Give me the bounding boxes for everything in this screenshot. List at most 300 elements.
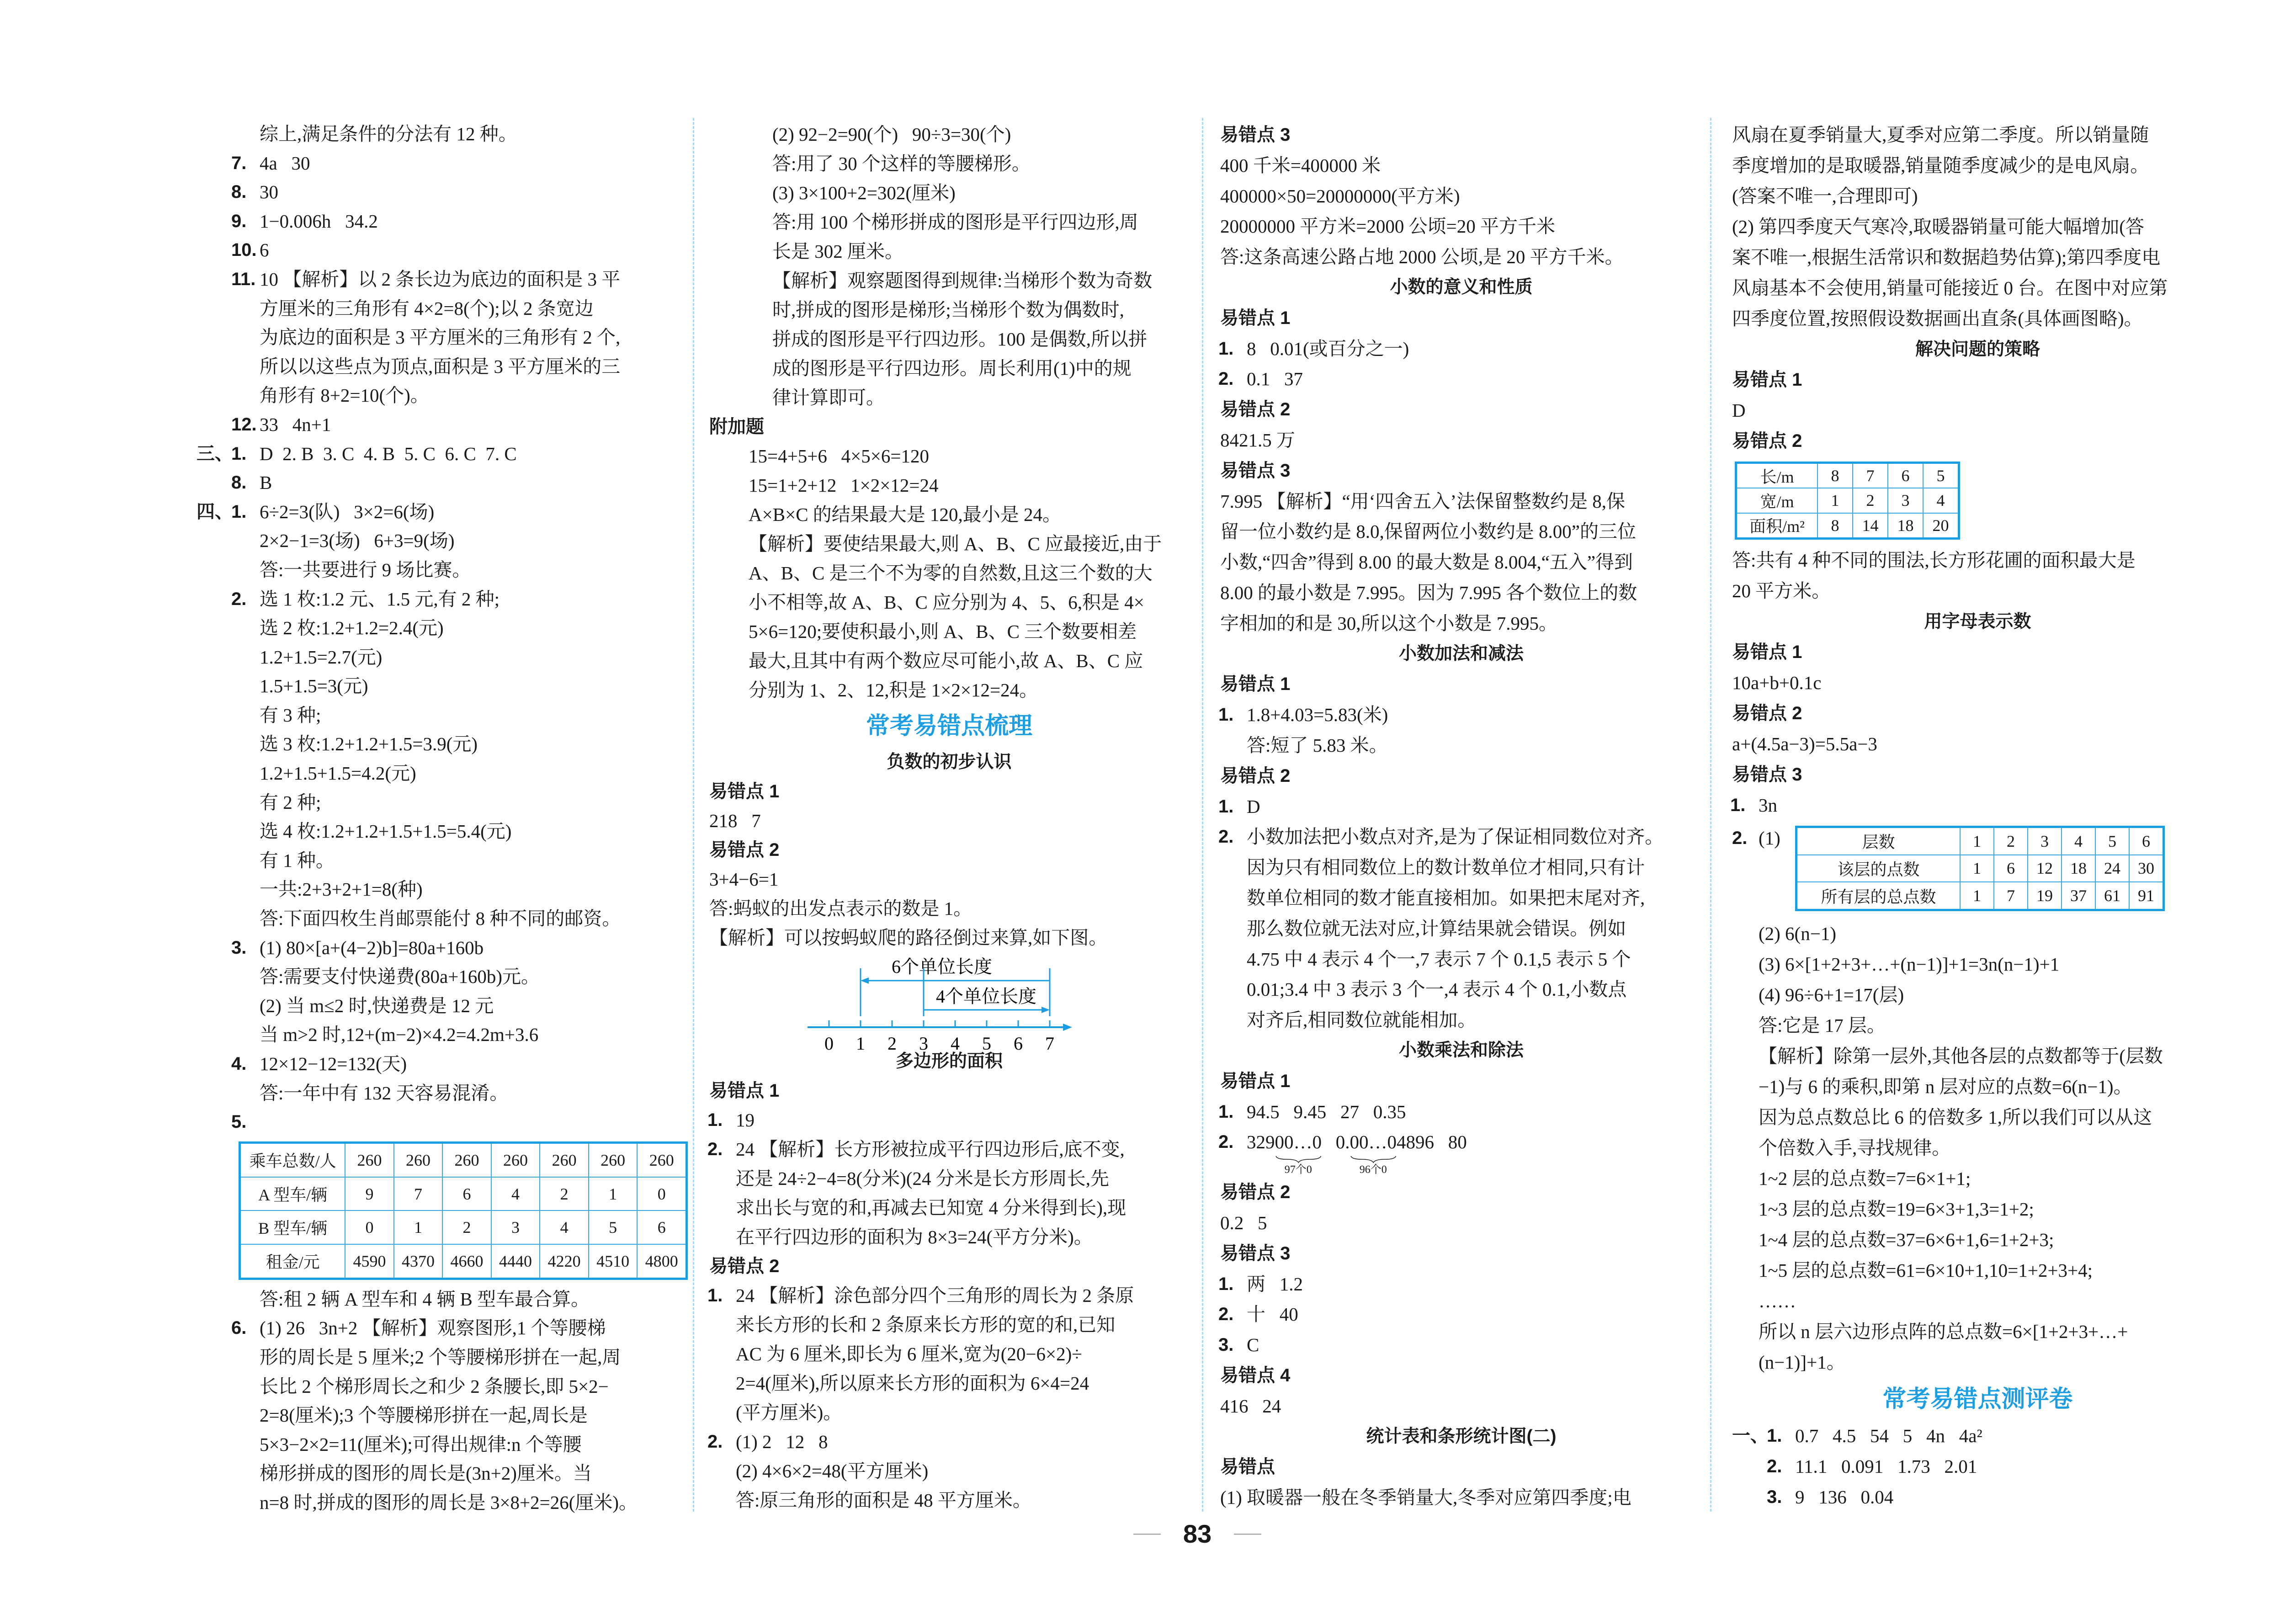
question-number: 2. xyxy=(707,1139,723,1159)
answer-segment: 4896 80 xyxy=(1397,1131,1467,1153)
question-number: 1. xyxy=(707,1110,723,1130)
answer-text: 答:共有 4 种不同的围法,长方形花圃的面积最大是 xyxy=(1732,550,2136,571)
answer-line xyxy=(709,441,1189,471)
answer-text: 答:用 100 个梯形拼成的图形是平行四边形,周 xyxy=(772,212,1138,233)
answer-line xyxy=(1220,150,1702,181)
braced-text: 00…0 xyxy=(1350,1131,1397,1153)
answer-line xyxy=(197,410,688,440)
answer-line xyxy=(1732,576,2223,606)
table-cell: 7 xyxy=(1853,463,1888,488)
answer-line xyxy=(1220,608,1702,639)
table-row xyxy=(1736,513,1959,539)
underbraced-digits xyxy=(1275,1127,1322,1176)
answer-line xyxy=(709,1339,1189,1369)
answer-line xyxy=(1732,1286,2223,1316)
table-cell: 260 xyxy=(345,1142,394,1177)
row-header-cell: 乘车总数/人 xyxy=(240,1142,345,1177)
answer-text: (平方厘米)。 xyxy=(736,1402,842,1423)
answer-line xyxy=(1220,1208,1702,1238)
answer-line xyxy=(197,556,688,585)
table-cell: 2 xyxy=(540,1177,589,1210)
answer-line xyxy=(197,672,688,701)
answer-line xyxy=(197,759,688,788)
answer-text: 4.75 中 4 表示 4 个一,7 表示 7 个 0.1,5 表示 5 个 xyxy=(1247,948,1631,970)
answer-text: 24 【解析】涂色部分四个三角形的周长为 2 条原 xyxy=(736,1285,1134,1306)
answer-line xyxy=(709,383,1189,412)
question-number: 10. xyxy=(231,240,257,260)
answer-text: 3+4−6=1 xyxy=(709,869,779,890)
answer-line xyxy=(197,1430,688,1459)
answer-text: 对齐后,相同数位就能相加。 xyxy=(1247,1009,1477,1031)
answer-line xyxy=(197,149,688,178)
answer-line xyxy=(1732,980,2223,1010)
answer-text: 4a 30 xyxy=(260,152,310,174)
answer-text: 1~5 层的总点数=61=6×10+1,10=1+2+3+4; xyxy=(1759,1260,2093,1281)
question-number: 3. xyxy=(1767,1487,1782,1507)
answer-line xyxy=(709,1310,1189,1339)
answer-text: 3n xyxy=(1759,795,1777,816)
answer-line xyxy=(709,1193,1189,1222)
answer-line xyxy=(197,1459,688,1488)
answer-text: 有 2 种; xyxy=(260,791,321,813)
answer-line xyxy=(1732,1041,2223,1072)
table-cell: 24 xyxy=(2095,855,2129,882)
table-cell: 2 xyxy=(1853,488,1888,513)
answer-line xyxy=(1220,1127,1702,1177)
table-cell: 4590 xyxy=(345,1244,394,1279)
answer-line xyxy=(1732,1255,2223,1286)
answer-line xyxy=(197,323,688,352)
section-subtitle: 小数乘法和除法 xyxy=(1398,1040,1524,1060)
question-number: 7. xyxy=(231,153,247,173)
answer-line xyxy=(197,1108,688,1137)
answer-line xyxy=(1732,918,2223,949)
answer-text: 416 24 xyxy=(1220,1395,1281,1417)
arrow-label: 6个单位长度 xyxy=(892,956,992,977)
axis-arrow-icon xyxy=(1063,1024,1072,1031)
page-footer xyxy=(1133,1518,1261,1550)
answer-text: 5×3−2×2=11(厘米);可得出规律:n 个等腰 xyxy=(260,1433,582,1455)
section-subtitle: 多边形的面积 xyxy=(895,1051,1003,1071)
table-cell: 4 xyxy=(1923,488,1959,513)
section-subtitle: 统计表和条形统计图(二) xyxy=(1366,1426,1557,1446)
table-cell: 30 xyxy=(2129,855,2164,882)
answer-text: 0.2 5 xyxy=(1220,1212,1267,1234)
answer-line xyxy=(709,1369,1189,1398)
answer-line xyxy=(197,1079,688,1108)
answer-line xyxy=(1732,1194,2223,1225)
car-rental-table xyxy=(239,1141,688,1280)
answer-text: 分别为 1、2、12,积是 1×2×12=24。 xyxy=(749,679,1038,701)
answer-text: 十 40 xyxy=(1247,1304,1298,1325)
answer-text: 还是 24÷2−4=8(分米)(24 分米是长方形周长,先 xyxy=(736,1168,1109,1189)
tick-label: 7 xyxy=(1045,1033,1054,1054)
answer-text: 选 1 枚:1.2 元、1.5 元,有 2 种; xyxy=(260,588,500,610)
answer-text: −1)与 6 的乘积,即第 n 层对应的点数=6(n−1)。 xyxy=(1759,1076,2132,1097)
table-cell: 4660 xyxy=(442,1244,491,1279)
answer-text: (1) 80×[a+(4−2)b]=80a+160b xyxy=(260,937,484,958)
answer-line xyxy=(1220,1269,1702,1300)
answer-text: 答:用了 30 个这样的等腰梯形。 xyxy=(772,153,1031,174)
answer-segment: 0. xyxy=(1322,1131,1350,1153)
answer-text: 20000000 平方米=2000 公顷=20 平方千米 xyxy=(1220,216,1555,237)
underbraced-digits xyxy=(1350,1127,1397,1176)
table-cell: 4800 xyxy=(637,1244,686,1279)
answer-line xyxy=(197,265,688,294)
footer-dash-right xyxy=(1234,1534,1261,1535)
answer-line xyxy=(1220,364,1702,394)
answer-text: (1) 取暖器一般在冬季销量大,冬季对应第四季度;电 xyxy=(1220,1487,1631,1508)
answer-text: 15=4+5+6 4×5×6=120 xyxy=(749,446,929,467)
answer-text: (1) 2 12 8 xyxy=(736,1431,828,1452)
answer-text: 所以 n 层六边形点阵的总点数=6×[1+2+3+…+ xyxy=(1759,1321,2128,1342)
answer-text: 字相加的和是 30,所以这个小数是 7.995。 xyxy=(1220,612,1557,634)
answer-line xyxy=(709,354,1189,383)
section-subtitle: 小数的意义和性质 xyxy=(1390,277,1533,297)
table-cell: 6 xyxy=(1994,855,2028,882)
answer-text: 9 136 0.04 xyxy=(1795,1486,1894,1507)
row-header-cell: 层数 xyxy=(1796,827,1961,855)
answer-column-2 xyxy=(709,120,1189,1515)
table-row xyxy=(240,1244,687,1279)
answer-line xyxy=(709,646,1189,675)
table-cell: 20 xyxy=(1923,513,1959,539)
column-divider xyxy=(693,118,694,1512)
answer-line xyxy=(1220,1391,1702,1422)
answer-line xyxy=(709,266,1189,295)
answer-line xyxy=(197,440,688,469)
section-subtitle: 用字母表示数 xyxy=(1924,612,2031,632)
answer-text: 成的图形是平行四边形。周长利用(1)中的规 xyxy=(772,358,1132,379)
answer-text: 0.1 37 xyxy=(1247,368,1303,390)
answer-line xyxy=(709,500,1189,529)
answer-text: 答:这条高速公路占地 2000 公顷,是 20 平方千米。 xyxy=(1220,246,1624,268)
answer-segment: 329 xyxy=(1247,1131,1275,1153)
tick-label: 0 xyxy=(824,1033,834,1054)
question-number: 1. xyxy=(1767,1426,1782,1446)
answer-text: 所以以这些点为顶点,面积是 3 平方厘米的三 xyxy=(260,356,621,377)
answer-line xyxy=(197,294,688,324)
answer-line xyxy=(197,1372,688,1401)
answer-line xyxy=(197,1343,688,1372)
question-number: 2. xyxy=(1767,1456,1782,1476)
answer-line xyxy=(1220,1299,1702,1330)
answer-text: (2) 6(n−1) xyxy=(1759,923,1836,944)
answer-line xyxy=(1732,729,2223,759)
answer-text: 2=4(厘米),所以原来长方形的面积为 6×4=24 xyxy=(736,1373,1089,1394)
arrowhead-icon xyxy=(1042,1007,1050,1013)
answer-text: 那么数位就无法对应,计算结果就会错误。例如 xyxy=(1247,918,1626,939)
table-cell: 260 xyxy=(442,1142,491,1177)
row-header-cell: 面积/m² xyxy=(1736,513,1818,539)
answer-line xyxy=(197,526,688,556)
answer-line xyxy=(197,585,688,614)
answer-line xyxy=(1220,944,1702,975)
question-number: 1. xyxy=(1218,705,1234,725)
garden-area-table xyxy=(1735,462,1960,540)
question-number: 2. xyxy=(707,1432,723,1452)
answer-text: 1−0.006h 34.2 xyxy=(260,210,378,232)
answer-line xyxy=(197,614,688,643)
answer-column-3 xyxy=(1220,120,1702,1513)
question-number: 3. xyxy=(1218,1335,1234,1355)
answer-line xyxy=(197,1488,688,1518)
answer-line xyxy=(197,730,688,759)
answer-line xyxy=(197,875,688,904)
answer-text: 拼成的图形是平行四边形。100 是偶数,所以拼 xyxy=(772,329,1147,350)
question-number: 2. xyxy=(1218,1304,1234,1325)
answer-text: D xyxy=(1247,796,1260,817)
section-title: 常考易错点测评卷 xyxy=(1882,1386,2073,1412)
answer-line xyxy=(197,352,688,382)
answer-text: 因为只有相同数位上的数计数单位才相同,只有计 xyxy=(1247,857,1645,878)
answer-line xyxy=(1220,1097,1702,1127)
number-line-svg xyxy=(804,935,1088,1054)
answer-text: 选 4 枚:1.2+1.2+1.5+1.5=5.4(元) xyxy=(260,821,512,842)
error-point-heading: 易错点 2 xyxy=(1732,703,1802,723)
question-number: 4. xyxy=(231,1054,247,1074)
answer-line xyxy=(1732,949,2223,980)
error-point-heading: 易错点 2 xyxy=(1220,1182,1291,1203)
answer-line xyxy=(1220,334,1702,364)
answer-text: 四季度位置,按照假设数据画出直条(具体画图略)。 xyxy=(1732,308,2143,329)
answer-line xyxy=(709,588,1189,617)
answer-text: 【解析】观察题图得到规律:当梯形个数为奇数 xyxy=(772,270,1153,291)
answer-text: (答案不唯一,合理即可) xyxy=(1732,186,1918,207)
answer-text: 33 4n+1 xyxy=(260,414,331,435)
underbrace-path xyxy=(1276,1156,1321,1162)
answer-text: 在平行四边形的面积为 8×3=24(平方分米)。 xyxy=(736,1226,1093,1247)
error-point-heading: 易错点 3 xyxy=(1220,460,1291,481)
answer-line xyxy=(1220,425,1702,456)
answer-line xyxy=(1732,1482,2223,1513)
table-row xyxy=(240,1210,687,1244)
table-cell: 260 xyxy=(637,1142,686,1177)
answer-text: 有 1 种。 xyxy=(260,849,335,871)
error-point-heading: 易错点 1 xyxy=(709,1081,780,1101)
answer-text: n=8 时,拼成的图形的周长是 3×8+2=26(厘米)。 xyxy=(260,1491,638,1513)
table-cell: 7 xyxy=(394,1177,443,1210)
answer-column-1 xyxy=(197,120,688,1518)
answer-line xyxy=(709,894,1189,923)
answer-text: 1.5+1.5=3(元) xyxy=(260,675,368,697)
answer-text: 8.00 的最小数是 7.995。因为 7.995 各个数位上的数 xyxy=(1220,582,1637,603)
question-number: 1. xyxy=(1218,796,1234,817)
answer-text: 梯形拼成的图形的周长是(3n+2)厘米。当 xyxy=(260,1463,592,1484)
underbrace-icon xyxy=(1350,1155,1397,1163)
error-point-heading: 易错点 1 xyxy=(1220,308,1291,328)
answer-line xyxy=(709,558,1189,588)
table-cell: 1 xyxy=(1960,855,1994,882)
answer-text: 季度增加的是取暖器,销量随季度减少的是电风扇。 xyxy=(1732,155,2149,176)
answer-text: 答:需要支付快递费(80a+160b)元。 xyxy=(260,966,540,987)
underbrace-path xyxy=(1351,1156,1396,1162)
answer-text: 风扇基本不会使用,销量可能接近 0 台。在图中对应第 xyxy=(1732,277,2168,298)
answer-line xyxy=(1732,1133,2223,1163)
answer-text: 答:下面四枚生肖邮票能付 8 种不同的邮资。 xyxy=(260,908,621,929)
answer-line xyxy=(709,207,1189,237)
answer-line xyxy=(1220,1330,1702,1360)
answer-line xyxy=(197,904,688,934)
question-number: 2. xyxy=(231,589,247,609)
answer-text: 答:原三角形的面积是 48 平方厘米。 xyxy=(736,1490,1031,1511)
answer-text xyxy=(1247,1131,1467,1176)
answer-line xyxy=(1732,1225,2223,1255)
error-point-heading: 易错点 2 xyxy=(1220,765,1291,786)
answer-text: 数单位相同的数才能直接相加。如果把末尾对齐, xyxy=(1247,887,1645,908)
answer-line xyxy=(1220,242,1702,272)
question-number: 3. xyxy=(231,937,247,958)
answer-line xyxy=(709,1105,1189,1135)
answer-line xyxy=(197,207,688,236)
error-point-heading: 易错点 2 xyxy=(709,840,780,860)
answer-line xyxy=(1732,1163,2223,1194)
answer-line xyxy=(1732,1316,2223,1347)
table-cell: 18 xyxy=(2062,855,2095,882)
answer-line xyxy=(1732,790,2223,821)
answer-text: 因为总点数总比 6 的倍数多 1,所以我们可以从这 xyxy=(1759,1107,2152,1128)
answer-text: a+(4.5a−3)=5.5a−3 xyxy=(1732,733,1877,754)
question-number: 1. xyxy=(231,443,247,464)
answer-line xyxy=(1220,822,1702,852)
answer-line xyxy=(709,178,1189,207)
section-title: 常考易错点梳理 xyxy=(866,713,1032,739)
answer-line xyxy=(1732,395,2223,426)
answer-line xyxy=(197,1020,688,1050)
answer-line xyxy=(1220,516,1702,547)
dot-layer-table-block xyxy=(1732,821,2223,918)
question-number: 1. xyxy=(707,1285,723,1306)
answer-text: 24 【解析】长方形被拉成平行四边形后,底不变, xyxy=(736,1139,1125,1160)
answer-line xyxy=(197,468,688,498)
question-number: 5. xyxy=(231,1112,247,1132)
table-cell: 260 xyxy=(394,1142,443,1177)
table-cell: 260 xyxy=(589,1142,638,1177)
answer-text: (n−1)]+1。 xyxy=(1759,1352,1845,1373)
answer-line xyxy=(1732,1347,2223,1378)
answer-text: 30 xyxy=(260,181,278,203)
table-cell: 3 xyxy=(491,1210,540,1244)
number-line-diagram xyxy=(709,952,1189,1054)
table-cell: 260 xyxy=(491,1142,540,1177)
answer-line xyxy=(1732,545,2223,576)
question-number: 2. xyxy=(1218,369,1234,389)
answer-text: 8421.5 万 xyxy=(1220,429,1295,451)
section-subtitle: 解决问题的策略 xyxy=(1915,340,2040,359)
answer-line xyxy=(709,1398,1189,1427)
error-point-heading: 易错点 3 xyxy=(1220,125,1291,145)
table-cell: 5 xyxy=(589,1210,638,1244)
answer-text: 【解析】可以按蚂蚁爬的路径倒过来算,如下图。 xyxy=(709,927,1108,948)
answer-text: 选 2 枚:1.2+1.2=2.4(元) xyxy=(260,617,444,639)
table-cell: 19 xyxy=(2028,882,2062,910)
row-header-cell: 租金/元 xyxy=(240,1244,345,1279)
answer-text: 小数,“四舍”得到 8.00 的最大数是 8.004,“五入”得到 xyxy=(1220,552,1633,573)
table-row xyxy=(1796,827,2164,855)
table-cell: 4510 xyxy=(589,1244,638,1279)
row-header-cell: 该层的点数 xyxy=(1796,855,1961,882)
error-point-heading: 易错点 2 xyxy=(709,1256,780,1276)
answer-line xyxy=(197,643,688,672)
answer-text: 个倍数入手,寻找规律。 xyxy=(1759,1137,1951,1158)
answer-text: 留一位小数约是 8.0,保留两位小数约是 8.00”的三位 xyxy=(1220,521,1636,542)
table-cell: 1 xyxy=(1960,882,1994,910)
row-header-cell: 宽/m xyxy=(1736,488,1818,513)
answer-line xyxy=(1220,181,1702,212)
answer-line xyxy=(1732,303,2223,334)
question-number: 1. xyxy=(1218,338,1234,359)
answer-line xyxy=(197,962,688,992)
table-row xyxy=(240,1177,687,1210)
table-cell: 1 xyxy=(589,1177,638,1210)
answer-text: 答:一年中有 132 天容易混淆。 xyxy=(260,1082,509,1104)
answer-text: 长是 302 厘米。 xyxy=(772,241,903,262)
section-number: 一、 xyxy=(1732,1426,1769,1446)
answer-text: D xyxy=(1732,400,1746,421)
tick-label: 6 xyxy=(1014,1033,1023,1054)
answer-text: 【解析】要使结果最大,则 A、B、C 应最接近,由于 xyxy=(749,533,1162,554)
error-point-heading: 易错点 1 xyxy=(1732,370,1802,390)
table-cell: 8 xyxy=(1817,513,1853,539)
answer-text: 0.7 4.5 54 5 4n 4a² xyxy=(1795,1425,1982,1446)
row-header-cell: 长/m xyxy=(1736,463,1818,488)
answer-text: 1~3 层的总点数=19=6×3+1,3=1+2; xyxy=(1759,1199,2034,1220)
column-divider xyxy=(1710,118,1711,1512)
question-number: 12. xyxy=(231,414,257,435)
answer-text: 综上,满足条件的分法有 12 种。 xyxy=(260,123,517,144)
answer-text: 11.1 0.091 1.73 2.01 xyxy=(1795,1456,1977,1477)
table-cell: 14 xyxy=(1853,513,1888,539)
answer-line xyxy=(1732,242,2223,273)
answer-text: 5×6=120;要使积最小,则 A、B、C 三个数要相差 xyxy=(749,621,1137,642)
answer-text: 选 3 枚:1.2+1.2+1.5=3.9(元) xyxy=(260,733,478,755)
answer-text: 【解析】除第一层外,其他各层的点数都等于(层数 xyxy=(1759,1046,2163,1067)
answer-text: 角形有 8+2=10(个)。 xyxy=(260,385,429,406)
answer-text: 答:短了 5.83 米。 xyxy=(1247,734,1388,756)
answer-text: (2) 第四季度天气寒冷,取暖器销量可能大幅增加(答 xyxy=(1732,216,2144,237)
answer-text: 15=1+2+12 1×2×12=24 xyxy=(749,475,939,496)
answer-line xyxy=(197,236,688,265)
answer-line xyxy=(709,1486,1189,1515)
arrow-label: 4个单位长度 xyxy=(936,986,1036,1007)
table-cell: 18 xyxy=(1888,513,1923,539)
section-number: 三、 xyxy=(197,443,233,464)
answer-text: A×B×C 的结果最大是 120,最小是 24。 xyxy=(749,504,1062,525)
answer-text: 答:蚂蚁的出发点表示的数是 1。 xyxy=(709,898,972,919)
brace-count-label: 97个0 xyxy=(1284,1164,1312,1176)
answer-text: 方厘米的三角形有 4×2=8(个);以 2 条宽边 xyxy=(260,297,594,319)
answer-line xyxy=(709,1427,1189,1456)
answer-text: 1~4 层的总点数=37=6×6+1,6=1+2+3; xyxy=(1759,1229,2054,1250)
table-cell: 0 xyxy=(345,1210,394,1244)
answer-line xyxy=(1220,883,1702,913)
answer-text: 小不相等,故 A、B、C 应分别为 4、5、6,积是 4× xyxy=(749,592,1144,613)
dot-layer-table xyxy=(1795,826,2165,911)
error-point-heading: 易错点 2 xyxy=(1220,399,1291,420)
table-row xyxy=(1736,488,1959,513)
tick-label: 3 xyxy=(919,1033,928,1054)
table-cell: 12 xyxy=(2028,855,2062,882)
answer-text: 求出长与宽的和,再减去已知宽 4 分米得到长),现 xyxy=(736,1197,1127,1218)
table-cell: 1 xyxy=(394,1210,443,1244)
table-cell: 4440 xyxy=(491,1244,540,1279)
answer-text: 当 m>2 时,12+(m−2)×4.2=4.2m+3.6 xyxy=(260,1024,539,1046)
answer-text: 400 千米=400000 米 xyxy=(1220,154,1381,176)
table-cell: 7 xyxy=(1994,882,2028,910)
footer-dash-left xyxy=(1133,1534,1161,1535)
table-cell: 5 xyxy=(2095,827,2129,855)
answer-line xyxy=(709,1281,1189,1310)
